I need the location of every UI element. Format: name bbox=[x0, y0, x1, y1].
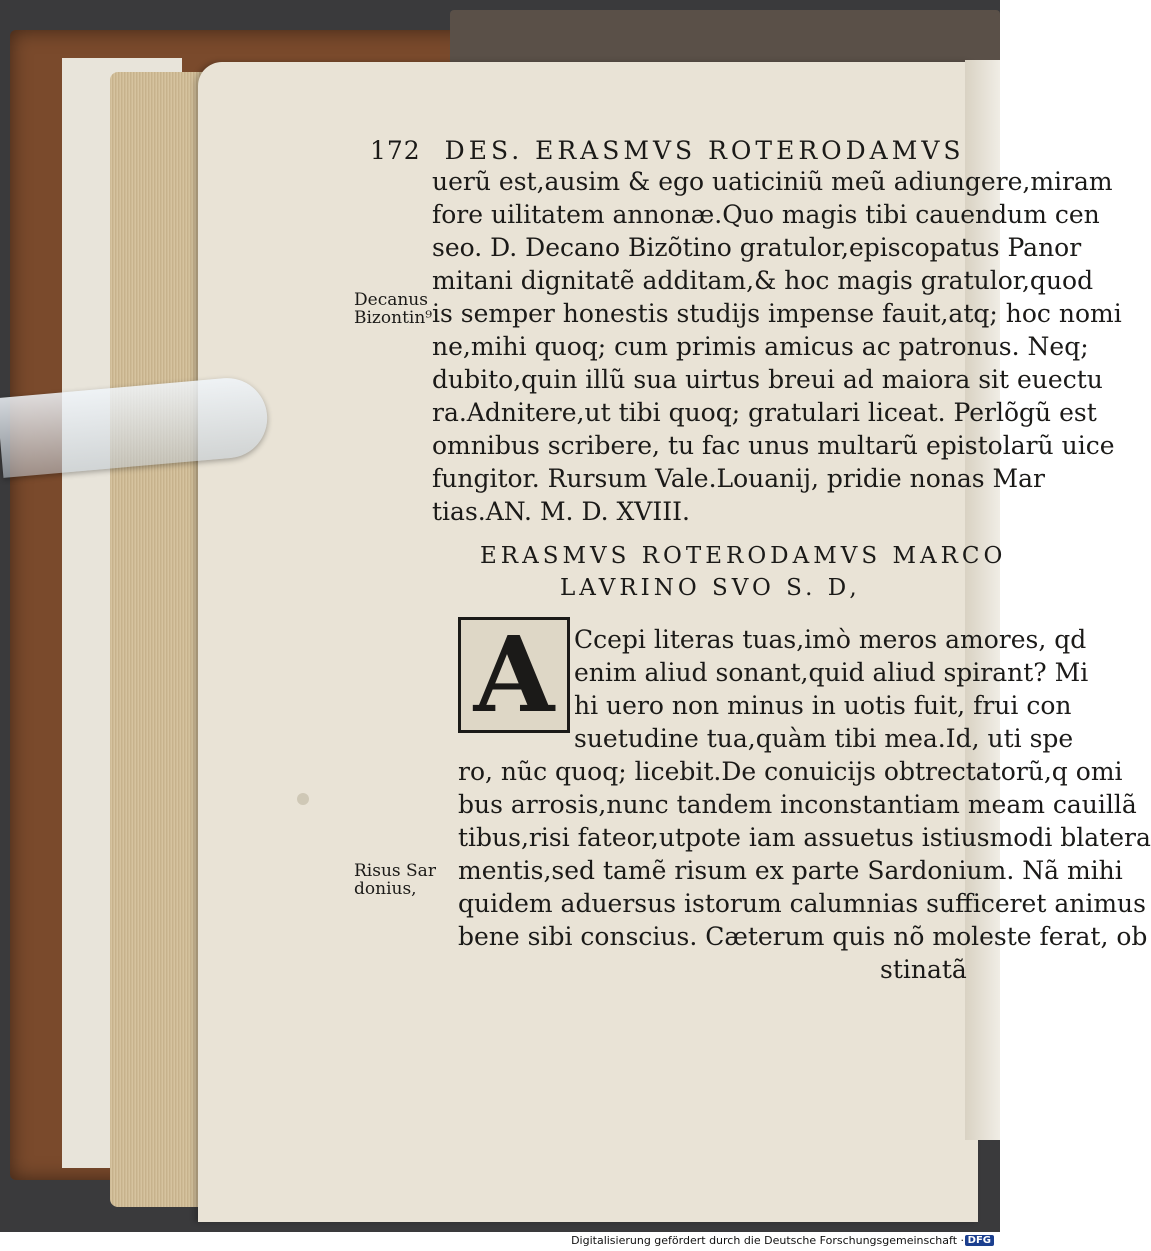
paper-blemish bbox=[297, 793, 309, 805]
funding-credit: Digitalisierung gefördert durch die Deutsche Forschungsgemeinschaft · bbox=[571, 1234, 964, 1247]
text-line: mitani dignitatẽ additam,& hoc magis gratulor,quod bbox=[432, 266, 1094, 295]
marginal-note-line: donius, bbox=[354, 879, 417, 899]
marginal-note-line: Decanus bbox=[354, 290, 428, 310]
initial-glyph: A bbox=[473, 613, 555, 736]
letter-title-line: ERASMVS ROTERODAMVS MARCO bbox=[480, 543, 1007, 569]
text-line: ne,mihi quoq; cum primis amicus ac patronus. Neq; bbox=[432, 332, 1089, 361]
text-line: enim aliud sonant,quid aliud spirant? Mi bbox=[574, 658, 1089, 687]
text-line: dubito,quin illũ sua uirtus breui ad maiora sit euectu bbox=[432, 365, 1103, 394]
text-line: uerũ est,ausim & ego uaticiniũ meũ adiungere,miram bbox=[432, 167, 1113, 196]
marginal-note-risus bbox=[354, 862, 436, 898]
marginal-note-line: Risus Sar bbox=[354, 861, 436, 881]
text-line: mentis,sed tamẽ risum ex parte Sardonium. Nã mihi bbox=[458, 856, 1123, 885]
text-line: Ccepi literas tuas,imò meros amores, qd bbox=[574, 625, 1087, 654]
running-header bbox=[370, 136, 965, 165]
text-line: quidem aduersus istorum calumnias sufficeret animus bbox=[458, 889, 1146, 918]
decorated-initial bbox=[458, 613, 570, 736]
text-line: seo. D. Decano Bizõtino gratulor,episcopatus Panor bbox=[432, 233, 1082, 262]
text-line: ra.Adnitere,ut tibi quoq; gratulari liceat. Perlõgũ est bbox=[432, 398, 1097, 427]
text-line: tias.AN. M. D. XVIII. bbox=[432, 497, 690, 526]
book-spine-top bbox=[450, 10, 1000, 65]
dfg-logo: DFG bbox=[965, 1235, 994, 1246]
text-line: tibus,risi fateor,utpote iam assuetus istiusmodi blatera bbox=[458, 823, 1151, 852]
text-line: bus arrosis,nunc tandem inconstantiam meam cauillã bbox=[458, 790, 1137, 819]
page-number: 172 bbox=[370, 136, 421, 165]
text-line: ro, nũc quoq; licebit.De conuicijs obtrectatorũ,q omi bbox=[458, 757, 1123, 786]
footer-bar bbox=[0, 1232, 1000, 1251]
text-line: fore uilitatem annonæ.Quo magis tibi cauendum cen bbox=[432, 200, 1100, 229]
text-line: hi uero non minus in uotis fuit, frui con bbox=[574, 691, 1072, 720]
text-line: is semper honestis studijs impense fauit,atq; hoc nomi bbox=[432, 299, 1122, 328]
text-line: suetudine tua,quàm tibi mea.Id, uti spe bbox=[574, 724, 1074, 753]
running-head: DES. ERASMVS ROTERODAMVS bbox=[444, 136, 965, 165]
letter-title-line: LAVRINO SVO S. D, bbox=[560, 575, 861, 601]
text-line: fungitor. Rursum Vale.Louanij, pridie nonas Mar bbox=[432, 464, 1045, 493]
text-line: bene sibi conscius. Cæterum quis nõ moleste ferat, ob bbox=[458, 922, 1148, 951]
marginal-note-line: Bizontin⁹ bbox=[354, 308, 433, 328]
catchword: stinatã bbox=[880, 955, 967, 984]
text-line: omnibus scribere, tu fac unus multarũ epistolarũ uice bbox=[432, 431, 1115, 460]
marginal-note-decanus bbox=[354, 291, 432, 327]
